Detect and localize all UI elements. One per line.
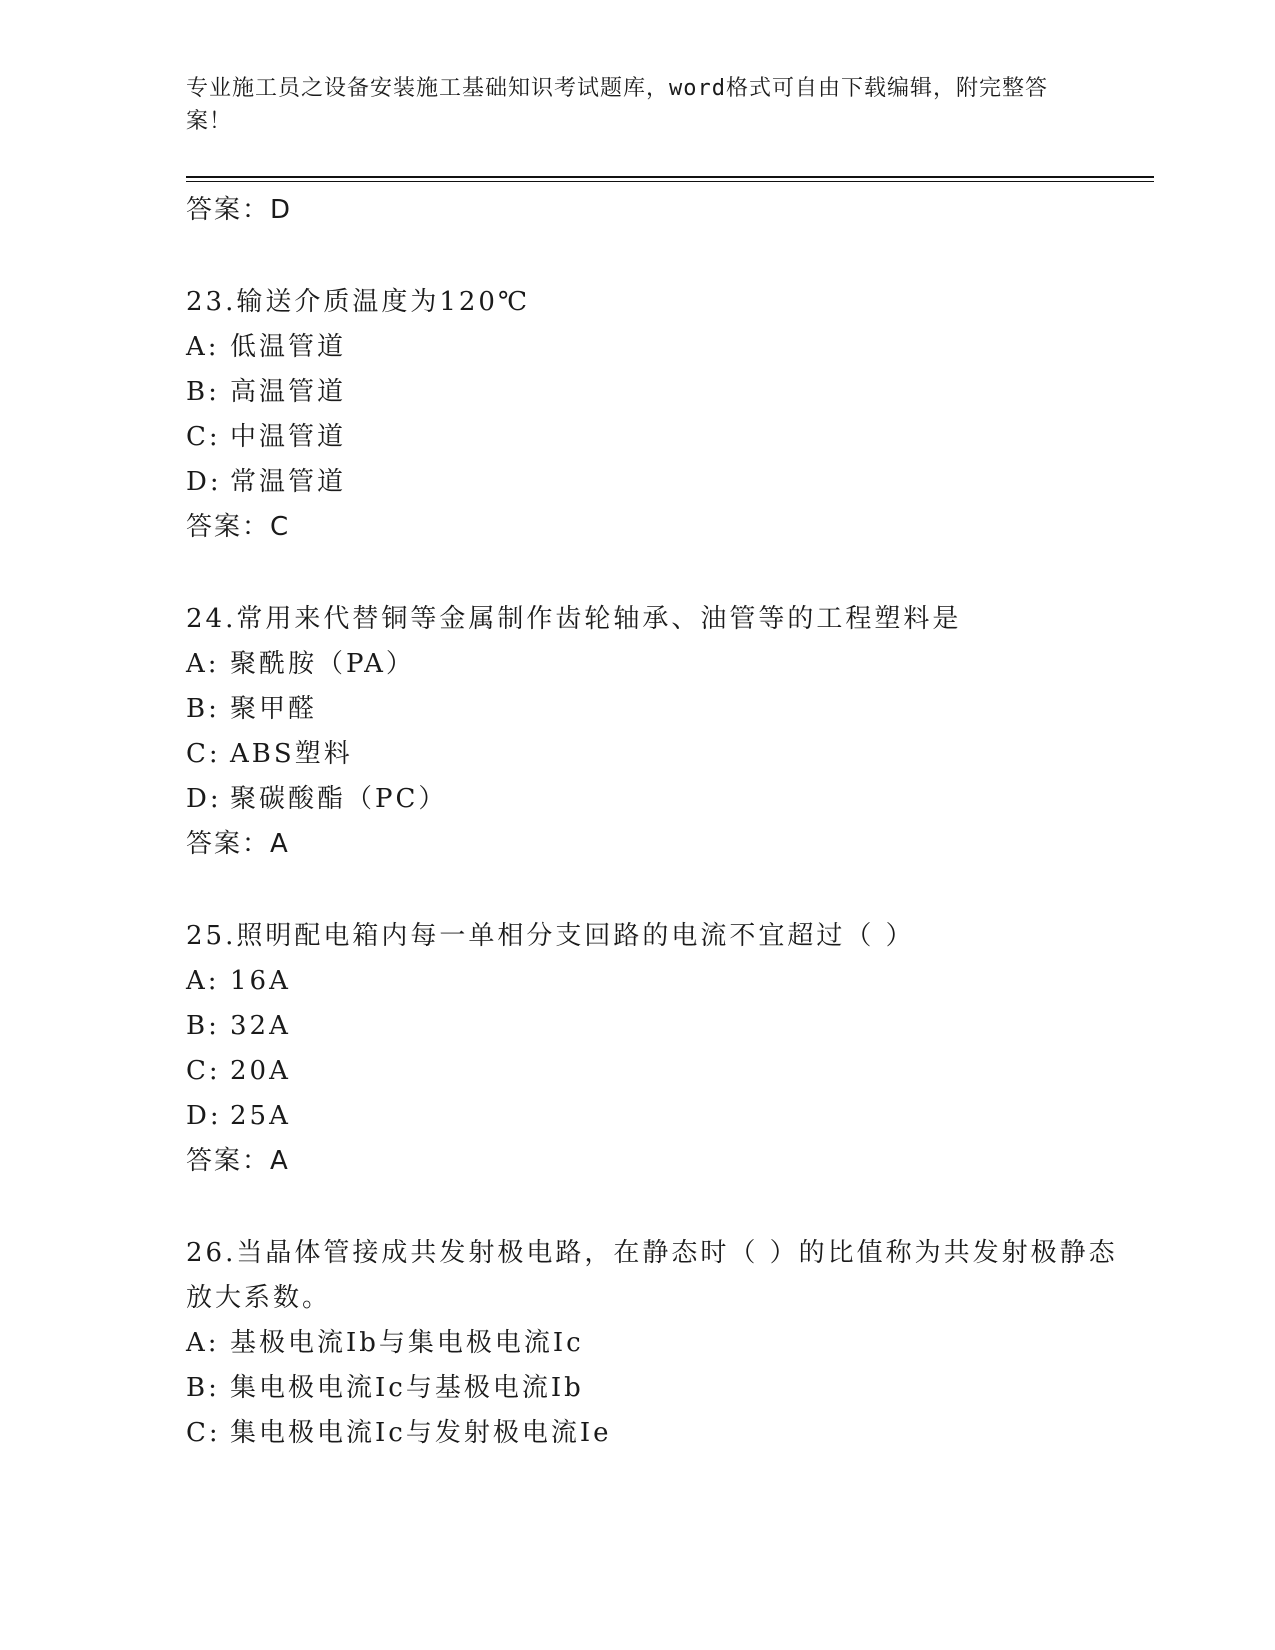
option-c [186, 732, 1146, 777]
question-stem: 25.照明配电箱内每一单相分支回路的电流不宜超过（ ） [186, 921, 915, 951]
answer-line: 答案：A [186, 1146, 290, 1176]
option-text: 聚酰胺（PA） [230, 649, 415, 679]
option-text: 聚甲醛 [230, 694, 318, 724]
option-text: 聚碳酸酯（PC） [230, 784, 448, 814]
question-stem: 23.输送介质温度为120℃ [186, 287, 531, 317]
option-label: C: [186, 1418, 221, 1448]
document-header: 专业施工员之设备安装施工基础知识考试题库，word格式可自由下载编辑，附完整答案！ [186, 76, 1048, 134]
option-a [186, 325, 1146, 370]
answer-line: 答案：D [186, 195, 293, 225]
option-label: B: [186, 1373, 220, 1403]
option-label: C: [186, 1056, 221, 1086]
answer-line: 答案：A [186, 829, 290, 859]
option-a [186, 642, 1146, 687]
option-b [186, 1004, 1146, 1049]
option-label: A: [186, 332, 220, 362]
option-d [186, 460, 1146, 505]
option-label: D: [186, 1101, 222, 1131]
answer-line: 答案：C [186, 512, 291, 542]
question-block [186, 597, 1146, 867]
option-label: A: [186, 966, 220, 996]
option-text: 32A [230, 1011, 291, 1041]
header-rule-thin [186, 181, 1154, 182]
option-text: 常温管道 [230, 467, 347, 497]
option-text: 20A [230, 1056, 291, 1086]
option-text: 16A [230, 966, 291, 996]
option-text: 集电极电流Ic与基极电流Ib [230, 1373, 584, 1403]
option-text: 基极电流Ib与集电极电流Ic [230, 1328, 584, 1358]
option-label: C: [186, 739, 221, 769]
question-stem: 26.当晶体管接成共发射极电路，在静态时（ ）的比值称为共发射极静态放大系数。 [186, 1238, 1118, 1313]
question-block [186, 280, 1146, 550]
option-label: C: [186, 422, 221, 452]
option-label: B: [186, 694, 220, 724]
option-b [186, 370, 1146, 415]
option-label: D: [186, 467, 222, 497]
option-label: B: [186, 1011, 220, 1041]
option-text: 高温管道 [230, 377, 347, 407]
option-label: D: [186, 784, 222, 814]
option-c [186, 1411, 1146, 1456]
question-block [186, 1231, 1146, 1456]
option-text: 中温管道 [230, 422, 347, 452]
option-b [186, 687, 1146, 732]
option-text: 25A [230, 1101, 291, 1131]
option-b [186, 1366, 1146, 1411]
question-block [186, 914, 1146, 1184]
question-list [186, 188, 1146, 1456]
option-c [186, 415, 1146, 460]
question-stem: 24.常用来代替铜等金属制作齿轮轴承、油管等的工程塑料是 [186, 604, 962, 634]
option-text: 集电极电流Ic与发射极电流Ie [230, 1418, 612, 1448]
option-a [186, 1321, 1146, 1366]
option-text: 低温管道 [230, 332, 347, 362]
option-a [186, 959, 1146, 1004]
option-label: B: [186, 377, 220, 407]
option-d [186, 1094, 1146, 1139]
option-c [186, 1049, 1146, 1094]
option-label: A: [186, 1328, 220, 1358]
option-text: ABS塑料 [230, 739, 353, 769]
option-label: A: [186, 649, 220, 679]
option-d [186, 777, 1146, 822]
header-rule-thick [186, 176, 1154, 178]
